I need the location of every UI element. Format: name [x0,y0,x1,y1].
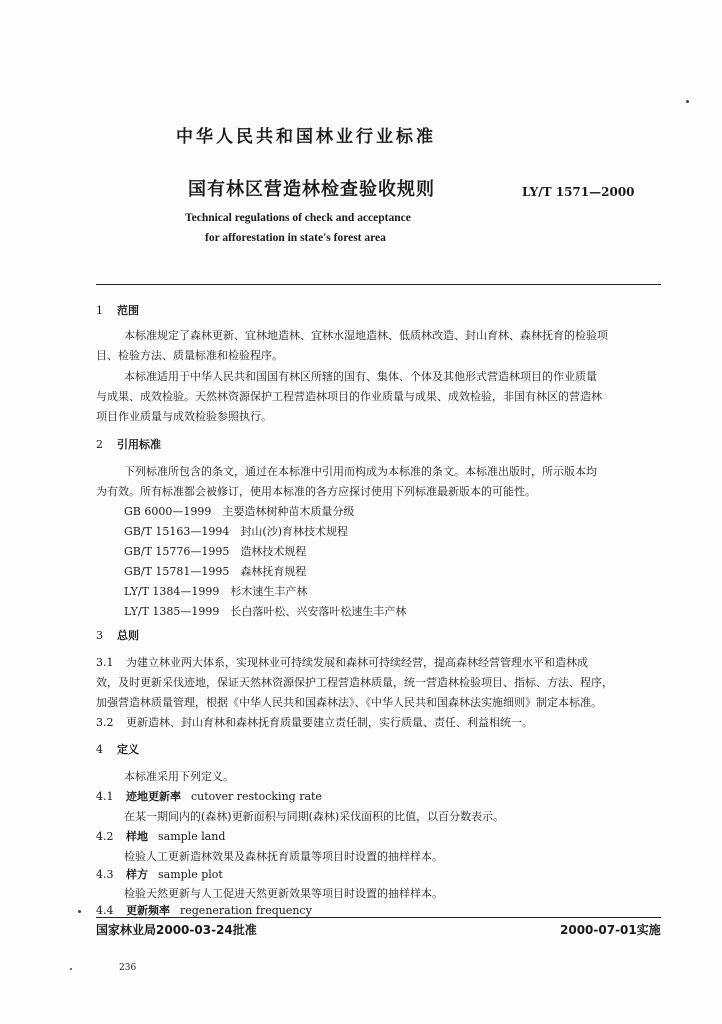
standard-category: 中华人民共和国林业行业标准 [176,127,436,147]
section-1-heading: 1 范围 [96,304,139,317]
scan-speck [70,968,72,970]
s1-para2-line1: 本标准适用于中华人民共和国国有林区所辖的国有、集体、个体及其他形式营造林项目的作业质量 [124,370,597,383]
section-4-heading: 4 定义 [96,743,139,756]
clause-3-1-line2: 效，及时更新采伐迹地，保证天然林资源保护工程营造林质量，统一营造林检验项目、指标、方法、程序， [96,676,613,689]
document-title: 国有林区营造林检查验收规则 [188,179,435,200]
s1-para1-line1: 本标准规定了森林更新、宜林地造林、宜林水湿地造林、低质林改造、封山育林、森林抚育的检验项 [124,329,608,342]
effective-date: 2000-07-01实施 [560,923,661,937]
ref-standard: GB/T 15163—1994 封山(沙)育林技术规程 [124,525,348,538]
ref-standard: LY/T 1385—1999 长白落叶松、兴安落叶松速生丰产林 [124,605,407,618]
ref-standard: GB/T 15776—1995 造林技术规程 [124,545,307,558]
definition-4-3: 4.3 样方 sample plot [96,868,223,881]
section-3-heading: 3 总则 [96,629,139,642]
definition-4-2: 4.2 样地 sample land [96,830,226,843]
definition-4-1-desc: 在某一期间内的(森林)更新面积与同期(森林)采伐面积的比值，以百分数表示。 [124,810,505,823]
ref-standard: GB/T 15781—1995 森林抚育规程 [124,565,307,578]
definition-4-2-desc: 检验人工更新造林效果及森林抚育质量等项目时设置的抽样样本。 [124,850,443,863]
definition-4-1: 4.1 迹地更新率 cutover restocking rate [96,790,322,803]
page-number: 236 [119,963,137,973]
definition-4-4: 4.4 更新频率 regeneration frequency [96,904,312,917]
s1-para1-line2: 目、检验方法、质量标准和检验程序。 [96,349,283,362]
s2-para-line2: 为有效。所有标准都会被修订，使用本标准的各方应探讨使用下列标准最新版本的可能性。 [96,485,536,498]
clause-3-1-line1: 3.1 为建立林业两大体系，实现林业可持续发展和森林可持续经营，提高森林经营管理水平和造林成 [96,656,588,669]
ref-standard: LY/T 1384—1999 杉木速生丰产林 [124,585,308,598]
s2-para-line1: 下列标准所包含的条文，通过在本标准中引用而构成为本标准的条文。本标准出版时，所示版本均 [124,465,597,478]
standard-code: LY/T 1571—2000 [522,185,635,199]
clause-3-1-line3: 加强营造林质量管理，根据《中华人民共和国森林法》、《中华人民共和国森林法实施细则》制定本标准。 [96,696,602,709]
s4-intro: 本标准采用下列定义。 [124,770,234,783]
s1-para2-line3: 项目作业质量与成效检验参照执行。 [96,410,272,423]
header-divider [96,284,661,285]
s1-para2-line2: 与成果、成效检验。天然林资源保护工程营造林项目的作业质量与成果、成效检验，非国有林区的营造林 [96,390,602,403]
scan-speck [686,100,689,103]
definition-4-3-desc: 检验天然更新与人工促进天然更新效果等项目时设置的抽样样本。 [124,887,443,900]
section-2-heading: 2 引用标准 [96,438,161,451]
footer-divider [96,917,661,918]
clause-3-2: 3.2 更新造林、封山育林和森林抚育质量要建立责任制，实行质量、责任、利益相统一。 [96,716,533,729]
scan-speck [78,910,81,913]
approval-date: 国家林业局2000-03-24批准 [96,923,257,937]
english-title-line-2: for afforestation in state's forest area [205,232,386,244]
english-title-line-1: Technical regulations of check and acceptance [185,212,411,224]
ref-standard: GB 6000—1999 主要造林树种苗木质量分级 [124,505,355,518]
